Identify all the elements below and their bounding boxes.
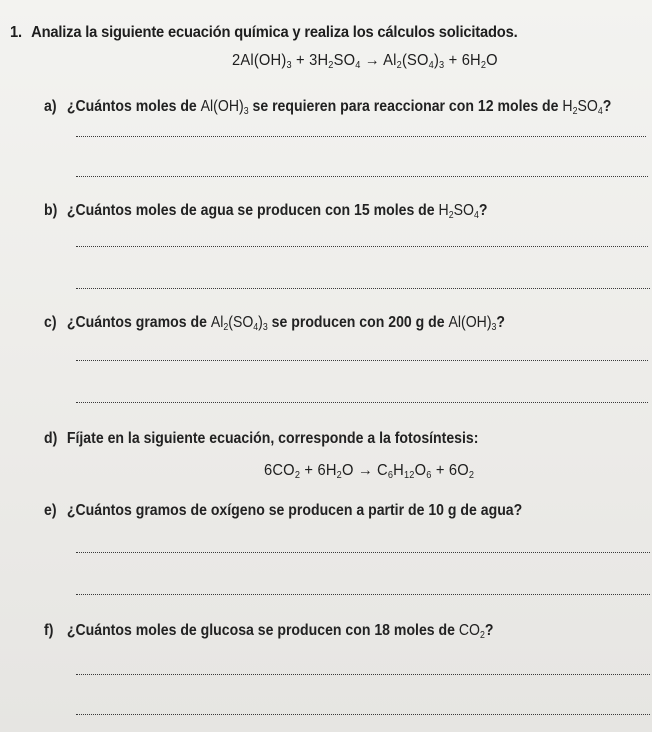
answer-line-c2[interactable] <box>76 402 648 403</box>
item-a-letter: a) <box>44 98 57 115</box>
item-b-question: b) ¿Cuántos moles de agua se producen con 15 moles de $H_2SO_4$? <box>44 202 488 221</box>
answer-line-f2[interactable] <box>76 714 650 715</box>
item-f-letter: f) <box>44 622 54 639</box>
answer-line-b2[interactable] <box>76 288 650 289</box>
item-c-letter: c) <box>44 314 57 331</box>
item-f-question: f) ¿Cuántos moles de glucosa se producen con 18 moles de $CO_2$? <box>44 622 494 641</box>
item-a-question: a) ¿Cuántos moles de $Al(OH)_3$ se requieren para reaccionar con 12 moles de $H_2SO_4$? <box>44 98 612 117</box>
item-e-question: e) ¿Cuántos gramos de oxígeno se producen a partir de 10 g de agua? <box>44 502 523 519</box>
answer-line-f1[interactable] <box>76 674 650 675</box>
question-number: 1. <box>10 24 22 41</box>
item-c-question: c) ¿Cuántos gramos de $Al_2(SO_4)_3$ se producen con 200 g de $Al(OH)_3$? <box>44 314 506 333</box>
question-text: Analiza la siguiente ecuación química y realiza los cálculos solicitados. <box>31 24 518 41</box>
question-title <box>10 24 518 42</box>
answer-line-b1[interactable] <box>76 246 648 247</box>
answer-line-a1[interactable] <box>76 136 646 137</box>
answer-line-c1[interactable] <box>76 360 648 361</box>
photosynthesis-equation: $6CO_2 + 6H_2O \to C_6H_{12}O_6 + 6O_2$ <box>264 462 475 481</box>
answer-line-e1[interactable] <box>76 552 650 553</box>
item-e-letter: e) <box>44 502 57 519</box>
item-d-letter: d) <box>44 430 58 447</box>
chemical-equation-1: $2Al(OH)_3 + 3H_2SO_4 \to Al_2(SO_4)_3 + 6H_2O$ <box>232 52 498 71</box>
answer-line-a2[interactable] <box>76 176 648 177</box>
item-d-question: d) Fíjate en la siguiente ecuación, corresponde a la fotosíntesis: <box>44 430 479 447</box>
item-b-letter: b) <box>44 202 58 219</box>
answer-line-e2[interactable] <box>76 594 650 595</box>
